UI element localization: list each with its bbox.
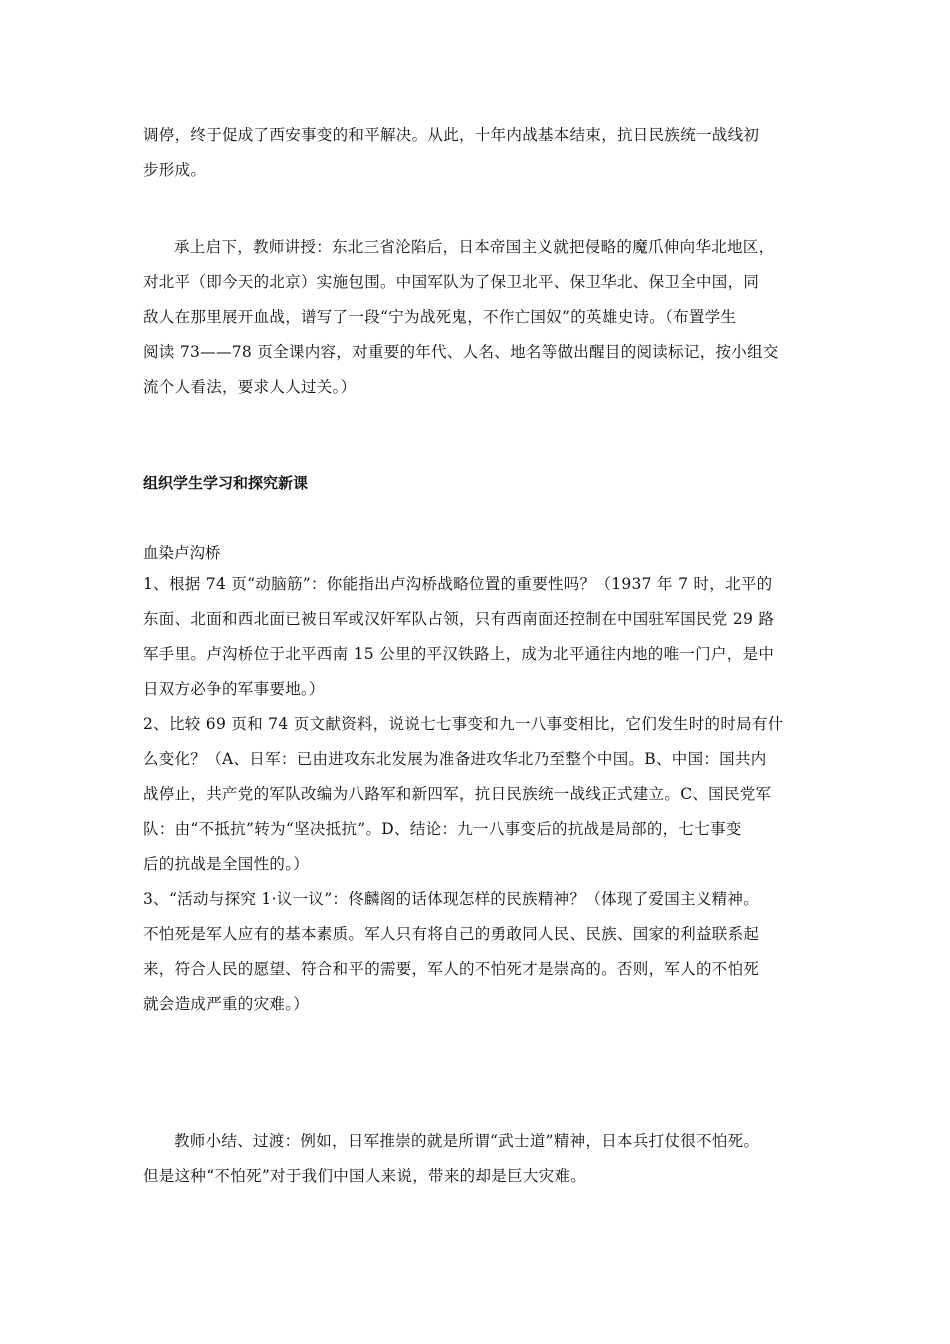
text-line: 但是这种“不怕死”对于我们中国人来说，带来的却是巨大灾难。 (143, 1167, 587, 1185)
summary-paragraph (143, 1124, 815, 1194)
text-line: 教师小结、过渡：例如，日军推崇的就是所谓“武士道”精神，日本兵打仗很不怕死。 (174, 1132, 760, 1150)
text-line: 队：由“不抵抗”转为“坚决抵抗”。D、结论：九一八事变后的抗战是局部的，七七事变 (143, 820, 742, 838)
text-line: 后的抗战是全国性的。） (143, 855, 310, 873)
text-line: 3、“活动与探究 1·议一议”：佟麟阁的话体现怎样的民族精神？（体现了爱国主义精神。 (143, 890, 760, 908)
subsection-title: 血染卢沟桥 (143, 544, 221, 562)
text-line: 调停，终于促成了西安事变的和平解决。从此，十年内战基本结束，抗日民族统一战线初 (143, 126, 760, 144)
text-line: 2、比较 69 页和 74 页文献资料，说说七七事变和九一八事变相比，它们发生时的时局有什 (143, 715, 784, 733)
section-heading: 组织学生学习和探究新课 (143, 474, 309, 492)
question-list (143, 567, 815, 1022)
text-line: 流个人看法，要求人人过关。） (143, 378, 357, 396)
text-line: 来，符合人民的愿望、符合和平的需要，军人的不怕死才是崇高的。否则，军人的不怕死 (143, 960, 760, 978)
text-line: 战停止，共产党的军队改编为八路军和新四军，抗日民族统一战线正式建立。C、国民党军 (143, 785, 772, 803)
text-line: 承上启下，教师讲授：东北三省沦陷后，日本帝国主义就把侵略的魔爪伸向华北地区， (174, 238, 775, 256)
transition-paragraph (143, 230, 815, 405)
text-line: 日双方必争的军事要地。） (143, 680, 325, 698)
intro-paragraph (143, 118, 815, 188)
text-line: 步形成。 (143, 161, 207, 179)
text-line: 军手里。卢沟桥位于北平西南 15 公里的平汉铁路上，成为北平通往内地的唯一门户，是中 (143, 645, 775, 663)
text-line: 就会造成严重的灾难。） (143, 995, 310, 1013)
text-line: 么变化？（A、日军：已由进攻东北发展为准备进攻华北乃至整个中国。B、中国：国共内 (143, 750, 767, 768)
text-line: 对北平（即今天的北京）实施包围。中国军队为了保卫北平、保卫华北、保卫全中国，同 (143, 273, 760, 291)
text-line: 阅读 73——78 页全课内容，对重要的年代、人名、地名等做出醒目的阅读标记，按小组交 (143, 343, 779, 361)
text-line: 不怕死是军人应有的基本素质。军人只有将自己的勇敢同人民、民族、国家的利益联系起 (143, 925, 760, 943)
text-line: 东面、北面和西北面已被日军或汉奸军队占领，只有西南面还控制在中国驻军国民党 29 路 (143, 610, 775, 628)
text-line: 1、根据 74 页“动脑筋”：你能指出卢沟桥战略位置的重要性吗？（1937 年 7 时，北平的 (143, 575, 773, 593)
text-line: 敌人在那里展开血战，谱写了一段“宁为战死鬼，不作亡国奴”的英雄史诗。（布置学生 (143, 308, 737, 326)
